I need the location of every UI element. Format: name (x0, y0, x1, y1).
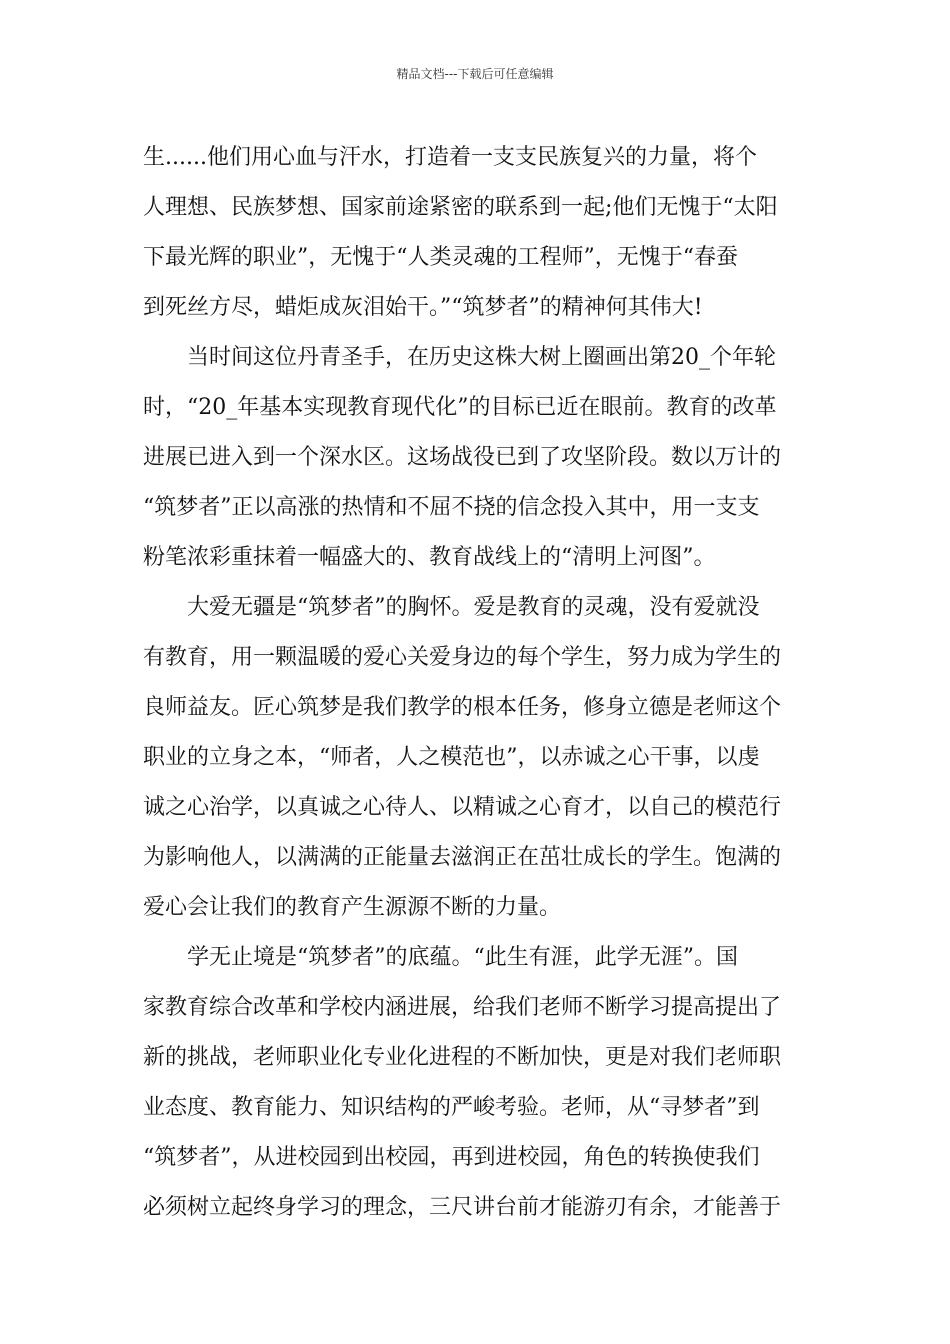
text-line: 学无止境是“筑梦者”的底蕴。“此生有涯，此学无涯”。国 (187, 945, 738, 970)
text-line: 新的挑战，老师职业化专业化进程的不断加快，更是对我们老师职 (143, 1045, 782, 1070)
text-line: 爱心会让我们的教育产生源源不断的力量。 (143, 895, 562, 920)
text-line: 必须树立起终身学习的理念，三尺讲台前才能游刃有余，才能善于 (143, 1195, 782, 1220)
text-line: 大爱无疆是“筑梦者”的胸怀。爱是教育的灵魂，没有爱就没 (187, 595, 760, 620)
document-body (143, 133, 807, 1233)
text-line: “筑梦者”，从进校园到出校园，再到进校园，角色的转换使我们 (143, 1145, 760, 1170)
page-header: 精品文档---下载后可任意编辑 (396, 67, 554, 81)
text-line: 业态度、教育能力、知识结构的严峻考验。老师，从“寻梦者”到 (143, 1095, 760, 1120)
text-line: 诚之心治学，以真诚之心待人、以精诚之心育才，以自己的模范行 (143, 795, 782, 820)
text-line: 时，“20_年基本实现教育现代化”的目标已近在眼前。教育的改革 (143, 395, 777, 420)
text-line: 到死丝方尽，蜡炬成灰泪始干。”“筑梦者”的精神何其伟大! (143, 295, 703, 320)
text-line: 人理想、民族梦想、国家前途紧密的联系到一起;他们无愧于“太阳 (143, 195, 778, 220)
text-line: “筑梦者”正以高涨的热情和不屈不挠的信念投入其中，用一支支 (143, 495, 760, 520)
text-line: 有教育，用一颗温暖的爱心关爱身边的每个学生，努力成为学生的 (143, 645, 782, 670)
text-line: 进展已进入到一个深水区。这场战役已到了攻坚阶段。数以万计的 (143, 445, 782, 470)
text-line: 职业的立身之本，“师者，人之模范也”，以赤诚之心干事，以虔 (143, 745, 760, 770)
text-line: 家教育综合改革和学校内涵进展，给我们老师不断学习提高提出了 (143, 995, 782, 1020)
text-line: 当时间这位丹青圣手，在历史这株大树上圈画出第20_个年轮 (187, 345, 776, 370)
text-line: 下最光辉的职业”，无愧于“人类灵魂的工程师”，无愧于“春蚕 (143, 245, 738, 270)
text-line: 良师益友。匠心筑梦是我们教学的根本任务，修身立德是老师这个 (143, 695, 782, 720)
text-line: 粉笔浓彩重抹着一幅盛大的、教育战线上的“清明上河图”。 (143, 545, 716, 570)
text-line: 生......他们用心血与汗水，打造着一支支民族复兴的力量，将个 (143, 145, 757, 170)
text-line: 为影响他人，以满满的正能量去滋润正在茁壮成长的学生。饱满的 (143, 845, 782, 870)
